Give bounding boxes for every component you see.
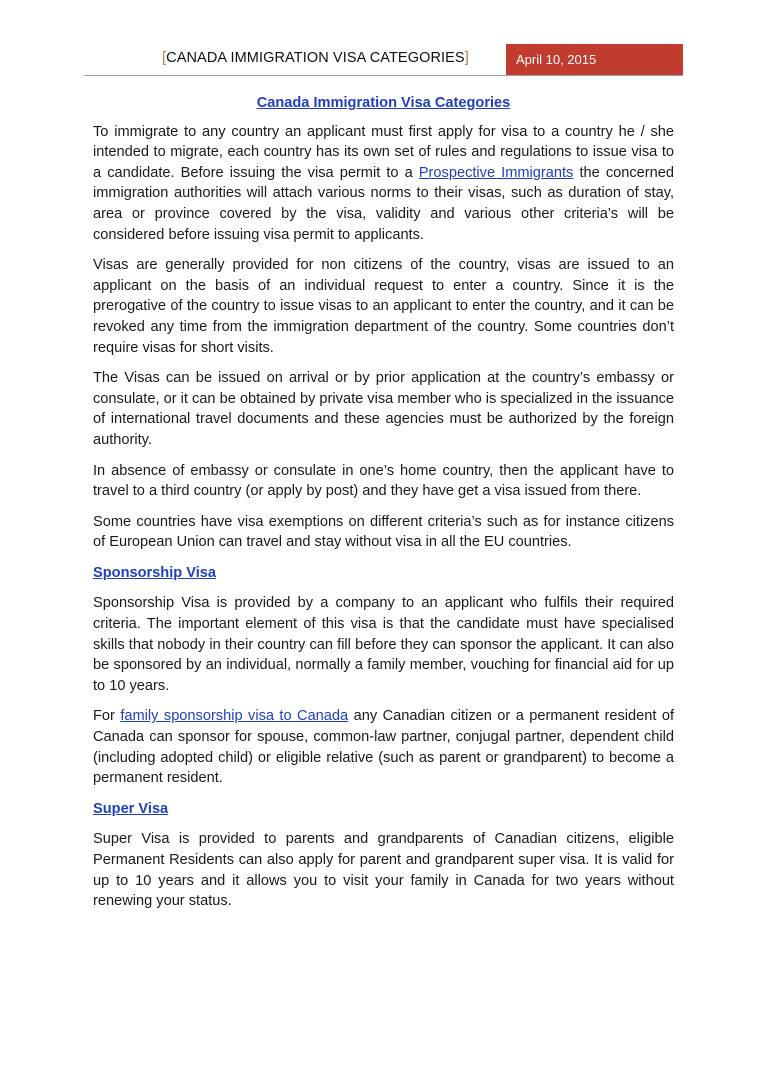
paragraph-intro-text-2: the concerned immigration authorities will attach various norms to their visas, such as duration of stay, area or province covered by the visa, validity and various other criteria’s will be considered before issuing visa permit to applicants. — [93, 164, 674, 243]
header-date: April 10, 2015 — [506, 44, 683, 75]
paragraph-no-embassy: In absence of embassy or consulate in one’s home country, then the applicant have to travel to a third country (or apply by post) and they have get a visa issued from there. — [93, 462, 674, 500]
header-bracket-open: [ — [162, 50, 167, 66]
super-visa-heading[interactable]: Super Visa — [93, 800, 169, 817]
paragraph-exemptions: Some countries have visa exemptions on different criteria’s such as for instance citizens of European Union can travel and stay without visa in all the EU countries. — [93, 513, 674, 551]
paragraph-visa-issuance: The Visas can be issued on arrival or by prior application at the country’s embassy or consulate, or it can be obtained by private visa member who is specialized in the issuance of international travel documents and these agencies must be authorized by the foreign authority. — [93, 370, 674, 448]
paragraph-intro-text-1: To immigrate to any country an applicant must first apply for visa to a country he / she intended to migrate, each country has its own set of rules and regulations to issue visa to a candidate. Before issuing the visa permit to a — [93, 123, 674, 181]
sponsorship-visa-heading[interactable]: Sponsorship Visa — [93, 564, 216, 581]
page-header — [84, 44, 683, 76]
paragraph-sponsorship: Sponsorship Visa is provided by a company to an applicant who fulfils their required criteria. The important element of this visa is that the candidate must have specialised skills that nobody in their country can fill before they can sponsor the applicant. It can also be sponsored by an individual, normally a family member, vouching for financial aid for up to 10 years. — [93, 595, 674, 694]
document-body — [93, 93, 674, 922]
prospective-immigrants-link[interactable]: Prospective Immigrants — [418, 164, 574, 181]
document-title: Canada Immigration Visa Categories — [256, 95, 511, 111]
paragraph-super-visa: Super Visa is provided to parents and grandparents of Canadian citizens, eligible Permanent Residents can also apply for parent and grandparent super visa. It is valid for up to 10 years and it allows you to visit your family in Canada for two years without renewing your status. — [93, 831, 674, 910]
header-title-text: CANADA IMMIGRATION VISA CATEGORIES — [166, 50, 465, 66]
header-title — [162, 50, 469, 66]
family-sponsorship-link[interactable]: family sponsorship visa to Canada — [120, 708, 349, 725]
paragraph-intro — [93, 122, 674, 246]
paragraph-family-text-2: any Canadian citizen or a permanent resident of Canada can sponsor for spouse, common-law partner, conjugal partner, dependent child (including adopted child) or eligible relative (such as parent or grandparent) to become a permanent resident. — [93, 708, 675, 787]
paragraph-family-sponsorship — [93, 706, 674, 788]
paragraph-family-text-1: For — [93, 708, 121, 725]
header-bracket-close: ] — [464, 50, 469, 66]
paragraph-visas-general: Visas are generally provided for non citizens of the country, visas are issued to an applicant on the basis of an individual request to enter a country. Since it is the prerogative of the country to issue visas to an applicant to enter the country, and it can be revoked any time from the immigration department of the country. Some countries don’t require visas for short visits. — [93, 257, 674, 356]
